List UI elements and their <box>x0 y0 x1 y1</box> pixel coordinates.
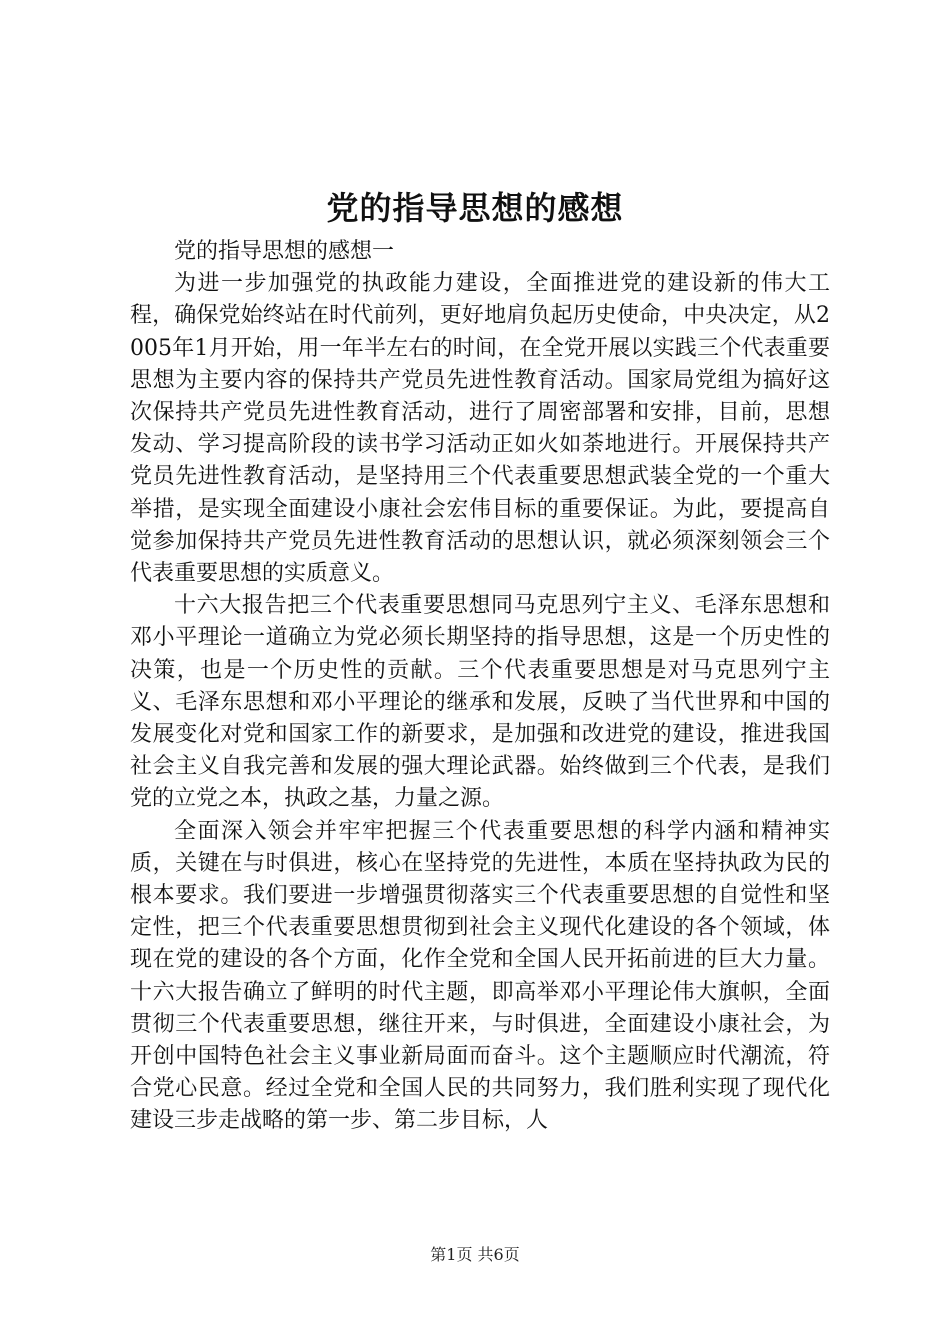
document-title: 党的指导思想的感想 <box>326 189 624 227</box>
document-body <box>130 236 830 1138</box>
paragraph: 十六大报告把三个代表重要思想同马克思列宁主义、毛泽东思想和邓小平理论一道确立为党必须长期坚持的指导思想，这是一个历史性的决策，也是一个历史性的贡献。三个代表重要思想是对马克思列宁主义、毛泽东思想和邓小平理论的继承和发展，反映了当代世界和中国的发展变化对党和国家工作的新要求，是加强和改进党的建设，推进我国社会主义自我完善和发展的强大理论武器。始终做到三个代表，是我们党的立党之本，执政之基，力量之源。 <box>130 593 830 812</box>
paragraph-subtitle: 党的指导思想的感想一 <box>174 239 395 264</box>
paragraph: 全面深入领会并牢牢把握三个代表重要思想的科学内涵和精神实质，关键在与时俱进，核心在坚持党的先进性，本质在坚持执政为民的根本要求。我们要进一步增强贯彻落实三个代表重要思想的自觉性和坚定性，把三个代表重要思想贯彻到社会主义现代化建设的各个领域，体现在党的建设的各个方面，化作全党和全国人民开拓前进的巨大力量。十六大报告确立了鲜明的时代主题，即高举邓小平理论伟大旗帜，全面贯彻三个代表重要思想，继往开来，与时俱进，全面建设小康社会，为开创中国特色社会主义事业新局面而奋斗。这个主题顺应时代潮流，符合党心民意。经过全党和全国人民的共同努力，我们胜利实现了现代化建设三步走战略的第一步、第二步目标，人 <box>130 818 830 1134</box>
paragraph: 为进一步加强党的执政能力建设，全面推进党的建设新的伟大工程，确保党始终站在时代前列，更好地肩负起历史使命，中央决定，从2005年1月开始，用一年半左右的时间，在全党开展以实践三个代表重要思想为主要内容的保持共产党员先进性教育活动。国家局党组为搞好这次保持共产党员先进性教育活动，进行了周密部署和安排，目前，思想发动、学习提高阶段的读书学习活动正如火如荼地进行。开展保持共产党员先进性教育活动，是坚持用三个代表重要思想武装全党的一个重大举措，是实现全面建设小康社会宏伟目标的重要保证。为此，要提高自觉参加保持共产党员先进性教育活动的思想认识，就必须深刻领会三个代表重要思想的实质意义。 <box>130 271 830 587</box>
page-number-footer: 第1页 共6页 <box>430 1245 520 1264</box>
